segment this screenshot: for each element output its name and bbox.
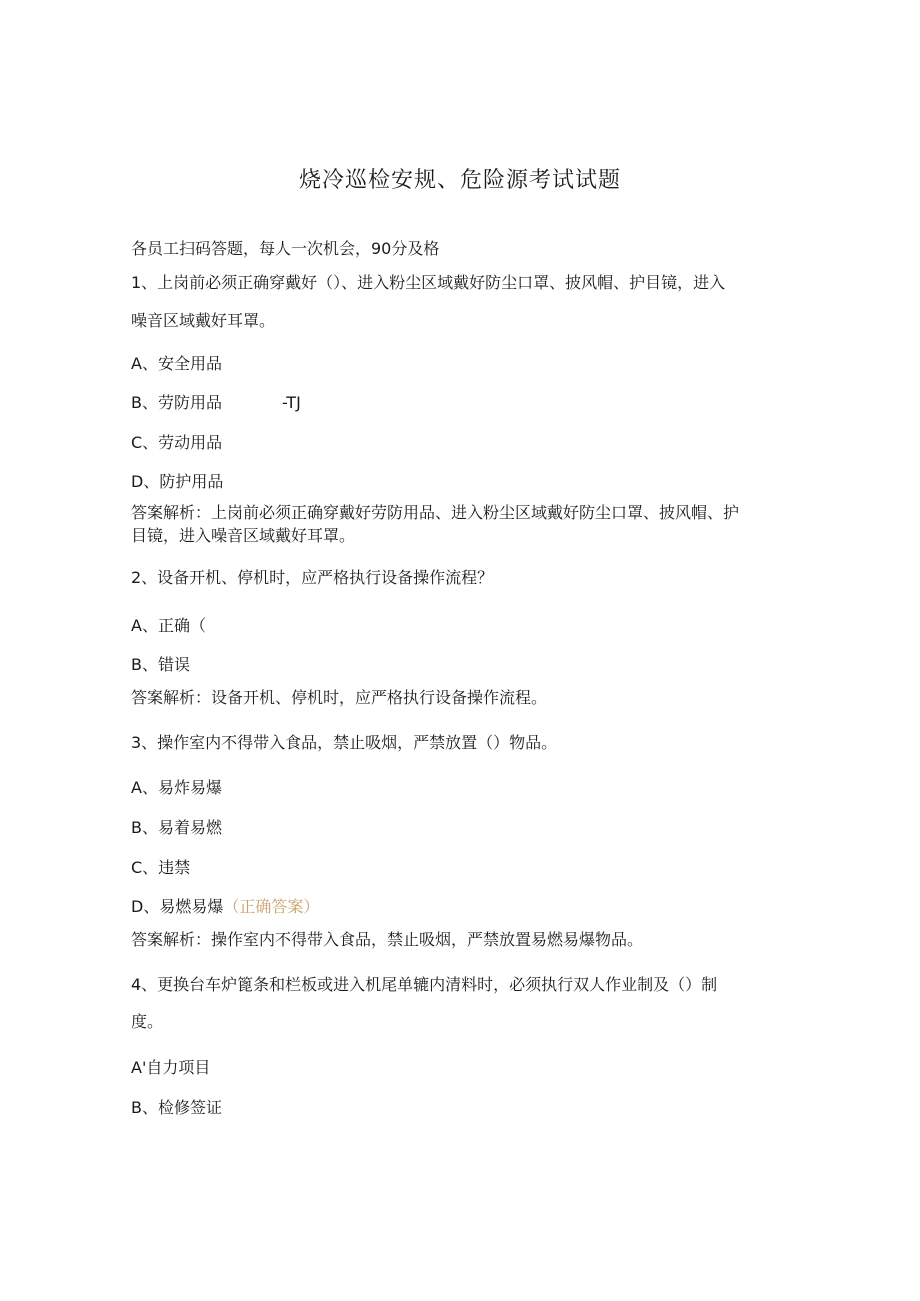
q2-option-a[interactable]: A、正确（ — [131, 616, 206, 635]
q1-stem-line2: 噪音区域戴好耳罩。 — [131, 311, 276, 330]
q4-option-a[interactable]: A'自力项目 — [131, 1058, 211, 1077]
q1-option-d[interactable]: D、防护用品 — [131, 472, 224, 491]
exam-title: 烧冷巡检安规、危险源考试试题 — [298, 168, 621, 193]
stray-mark: -TJ — [282, 393, 301, 412]
q3-option-c[interactable]: C、违禁 — [131, 858, 191, 877]
exam-intro: 各员工扫码答题，每人一次机会，90分及格 — [131, 239, 440, 258]
q4-stem-line2: 度。 — [131, 1012, 164, 1031]
q3-option-d-label: D、易燃易爆 — [131, 897, 224, 916]
q3-option-b[interactable]: B、易着易燃 — [131, 818, 222, 837]
q4-stem-line1: 4、更换台车炉篦条和栏板或进入机尾单辘内清料时，必须执行双人作业制及（）制 — [131, 975, 718, 994]
q3-analysis: 答案解析：操作室内不得带入食品，禁止吸烟，严禁放置易燃易爆物品。 — [131, 930, 644, 949]
q2-stem: 2、设备开机、停机时，应严格执行设备操作流程？ — [131, 568, 494, 587]
correct-answer-hint: （正确答案） — [223, 897, 320, 916]
q2-option-b[interactable]: B、错误 — [131, 655, 190, 674]
q1-stem-line1: 1、上岗前必须正确穿戴好（）、进入粉尘区域戴好防尘口罩、披风帽、护目镜，进入 — [131, 273, 726, 292]
q1-analysis-line1: 答案解析：上岗前必须正确穿戴好劳防用品、进入粉尘区域戴好防尘口罩、披风帽、护 — [131, 503, 740, 522]
q3-option-a[interactable]: A、易炸易爆 — [131, 778, 222, 797]
q1-analysis-line2: 目镜，进入噪音区域戴好耳罩。 — [131, 526, 356, 545]
q1-option-b[interactable]: B、劳防用品 — [131, 393, 222, 412]
q4-option-b[interactable]: B、检修签证 — [131, 1098, 222, 1117]
q3-option-d[interactable] — [131, 897, 319, 917]
q1-option-c[interactable]: C、劳动用品 — [131, 433, 223, 452]
q2-analysis: 答案解析：设备开机、停机时，应严格执行设备操作流程。 — [131, 688, 548, 707]
q3-stem: 3、操作室内不得带入食品，禁止吸烟，严禁放置（）物品。 — [131, 733, 558, 752]
q1-option-a[interactable]: A、安全用品 — [131, 354, 222, 373]
